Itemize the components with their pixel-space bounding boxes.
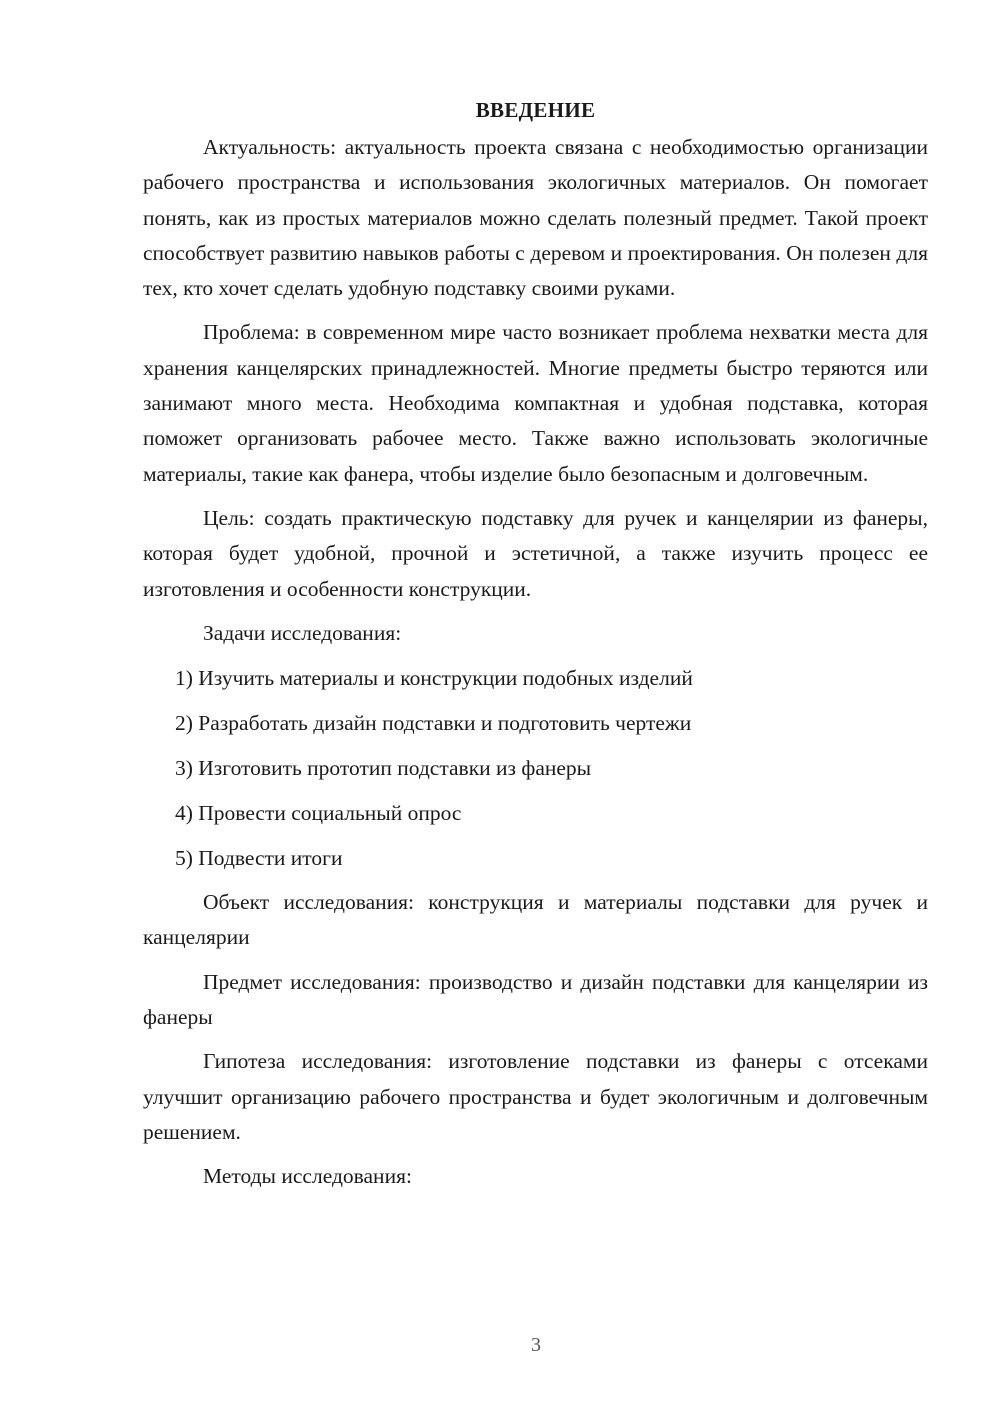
problem-paragraph: Проблема: в современном мире часто возникает проблема нехватки места для хранения канцелярских принадлежностей. Многие предметы быстро теряются или занимают много места. Необходима компактная и удобная подставка, которая поможет организовать рабочее место. Также важно использовать экологичные материалы, такие как фанера, чтобы изделие было безопасным и долговечным. xyxy=(143,320,928,486)
page-number: 3 xyxy=(531,1334,541,1356)
methods-label: Методы исследования: xyxy=(203,1164,412,1189)
task-item: 1) Изучить материалы и конструкции подобных изделий xyxy=(175,666,693,691)
goal-paragraph: Цель: создать практическую подставку для ручек и канцелярии из фанеры, которая будет удобной, прочной и эстетичной, а также изучить процесс ее изготовления и особенности конструкции. xyxy=(143,505,928,601)
tasks-label: Задачи исследования: xyxy=(203,620,402,645)
object-paragraph: Объект исследования: конструкция и материалы подставки для ручек и канцелярии xyxy=(143,890,928,950)
subject-paragraph: Предмет исследования: производство и дизайн подставки для канцелярии из фанеры xyxy=(143,969,928,1030)
task-item: 4) Провести социальный опрос xyxy=(175,801,462,826)
relevance-paragraph: Актуальность: актуальность проекта связана с необходимостью организации рабочего пространства и использования экологичных материалов. Он помогает понять, как из простых материалов можно сделать полезный предмет. Такой проект способствует развитию навыков работы с деревом и проектирования. Он полезен для тех, кто хочет сделать удобную подставку своими руками. xyxy=(143,135,928,301)
section-heading: ВВЕДЕНИЕ xyxy=(475,98,596,122)
task-item: 2) Разработать дизайн подставки и подготовить чертежи xyxy=(175,711,692,736)
task-item: 5) Подвести итоги xyxy=(175,846,343,871)
tasks-list xyxy=(143,660,928,876)
document-page xyxy=(143,92,928,1204)
task-item: 3) Изготовить прототип подставки из фанеры xyxy=(175,756,592,781)
hypothesis-paragraph: Гипотеза исследования: изготовление подставки из фанеры с отсеками улучшит организацию рабочего пространства и будет экологичным и долговечным решением. xyxy=(143,1049,928,1144)
